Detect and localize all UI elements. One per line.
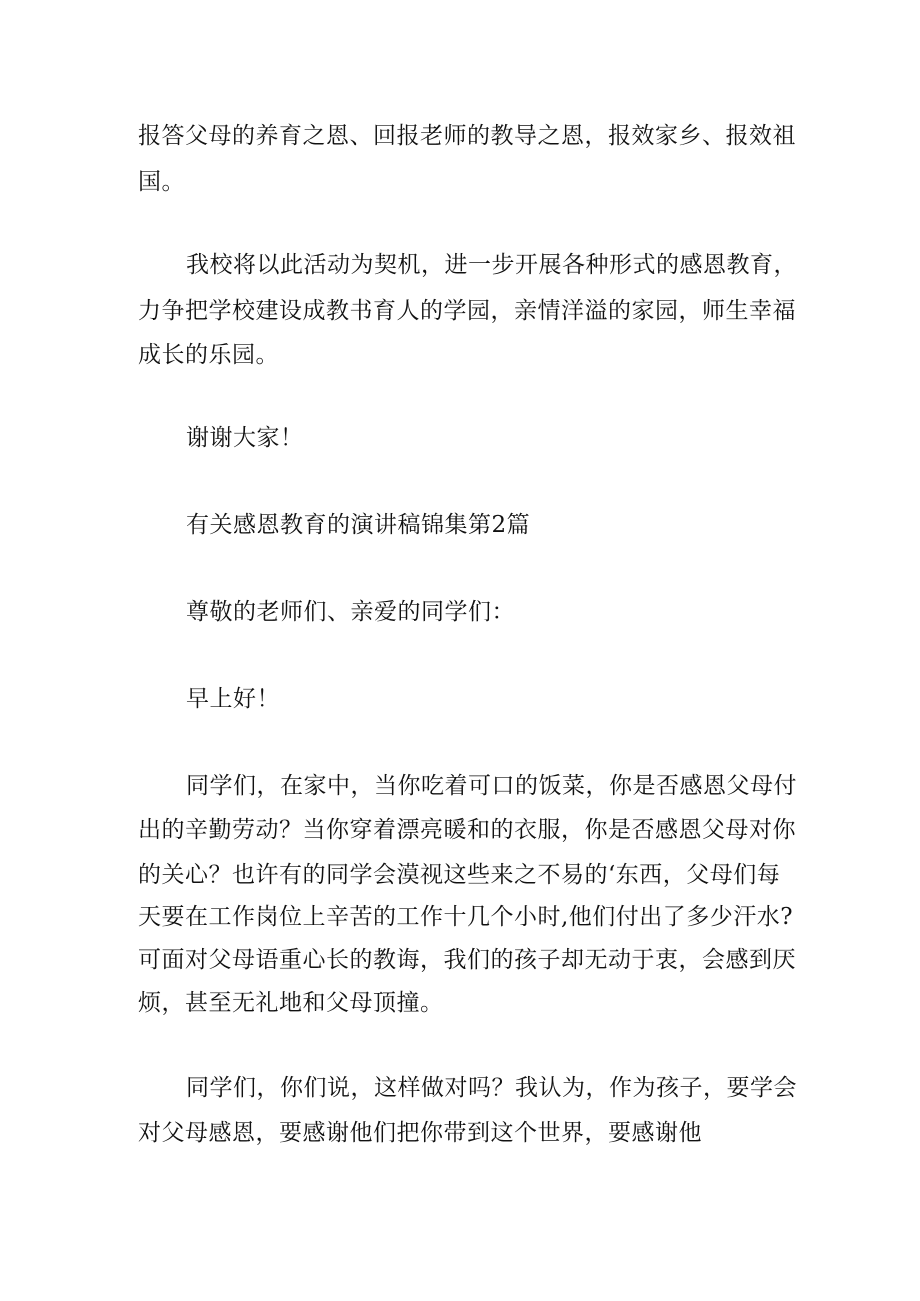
paragraph-2-line-3: 成长的乐园。 bbox=[138, 342, 279, 368]
paragraph-2-line-2: 力争把学校建设成教书育人的学园，亲情洋溢的家园，师生幸福 bbox=[138, 298, 796, 324]
paragraph-3-line-4: 天要在工作岗位上辛苦的工作十几个小时,他们付出了多少汗水? bbox=[138, 904, 794, 930]
paragraph-4-line-2: 对父母感恩，要感谢他们把你带到这个世界，要感谢他 bbox=[138, 1120, 702, 1146]
paragraph-3-line-1: 同学们，在家中，当你吃着可口的饭菜，你是否感恩父母付 bbox=[186, 773, 797, 799]
greeting: 早上好！ bbox=[186, 686, 280, 712]
paragraph-3-line-6: 烦，甚至无礼地和父母顶撞。 bbox=[138, 990, 444, 1016]
paragraph-1-line-1: 报答父母的养育之恩、回报老师的教导之恩，报效家乡、报效祖 bbox=[138, 123, 796, 149]
section-title: 有关感恩教育的演讲稿锦集第2篇 bbox=[186, 512, 531, 538]
closing-thanks: 谢谢大家！ bbox=[186, 425, 304, 451]
paragraph-4-line-1: 同学们，你们说，这样做对吗？我认为，作为孩子，要学会 bbox=[186, 1075, 797, 1101]
salutation: 尊敬的老师们、亲爱的同学们： bbox=[186, 599, 515, 625]
paragraph-3-line-5: 可面对父母语重心长的教诲，我们的孩子却无动于衷，会感到厌 bbox=[138, 947, 796, 973]
paragraph-3-line-2: 出的辛勤劳动？当你穿着漂亮暖和的衣服，你是否感恩父母对你 bbox=[138, 817, 796, 843]
paragraph-1-line-2: 国。 bbox=[138, 169, 185, 195]
paragraph-3-line-3: 的关心？也许有的同学会漠视这些来之不易的‘东西，父母们每 bbox=[138, 862, 781, 888]
paragraph-2-line-1: 我校将以此活动为契机，进一步开展各种形式的感恩教育， bbox=[186, 252, 797, 278]
